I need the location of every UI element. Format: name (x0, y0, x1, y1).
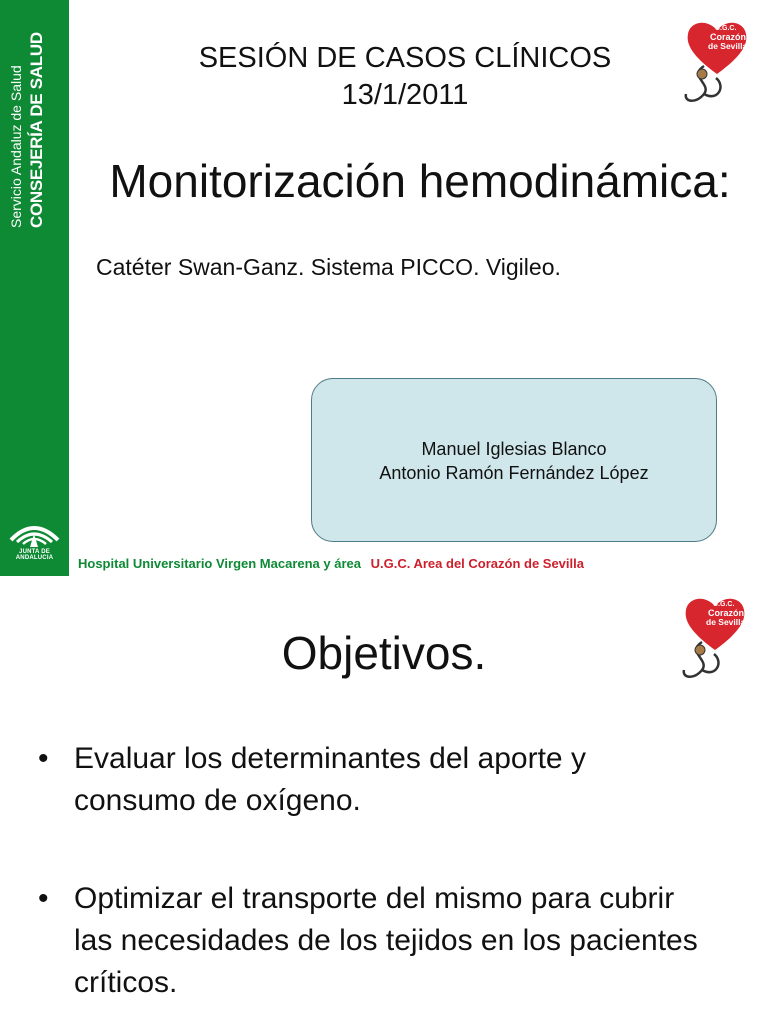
logo-text-top: U.G.C. (715, 25, 737, 32)
bullet-dot: • (38, 882, 49, 915)
logo2-text-line1: Corazón (708, 608, 744, 618)
bullet-text-2: Optimizar el transporte del mismo para cubrir las necesidades de los tejidos en los pacientes críticos. (74, 882, 698, 999)
bullet-item-2 (38, 878, 698, 1004)
footer-unit: U.G.C. Area del Corazón de Sevilla (370, 556, 584, 571)
main-title: Monitorización hemodinámica: (109, 155, 731, 207)
logo2-text-top: U.G.C. (713, 601, 735, 608)
sidebar (0, 0, 69, 576)
sidebar-vertical-text (6, 28, 64, 228)
sidebar-line2: CONSEJERÍA DE SALUD (27, 32, 46, 228)
session-date: 13/1/2011 (341, 79, 469, 111)
bullet-dot: • (38, 742, 49, 775)
junta-caption: JUNTA DE ANDALUCIA (15, 549, 54, 561)
footer-hospital: Hospital Universitario Virgen Macarena y área (78, 556, 361, 571)
logo-text-line2: de Sevilla (708, 41, 748, 51)
authors-box (311, 378, 717, 542)
session-title (120, 40, 690, 114)
subtitle: Catéter Swan-Ganz. Sistema PICCO. Vigileo. (96, 254, 561, 280)
logo-text-line1: Corazón (710, 32, 746, 42)
slide-objectives (0, 588, 768, 1024)
bullet-text-1: Evaluar los determinantes del aporte y consumo de oxígeno. (74, 742, 586, 817)
objectives-title: Objetivos. (281, 627, 487, 679)
author-1: Manuel Iglesias Blanco (421, 439, 607, 459)
footer (78, 556, 584, 572)
logo2-text-line2: de Sevilla (706, 617, 746, 627)
bullet-item-1 (38, 738, 698, 822)
sidebar-line1: Servicio Andaluz de Salud (8, 65, 24, 228)
session-title-text: SESIÓN DE CASOS CLÍNICOS (198, 42, 612, 74)
heart-stethoscope-logo (682, 16, 752, 116)
author-2: Antonio Ramón Fernández López (379, 463, 649, 483)
